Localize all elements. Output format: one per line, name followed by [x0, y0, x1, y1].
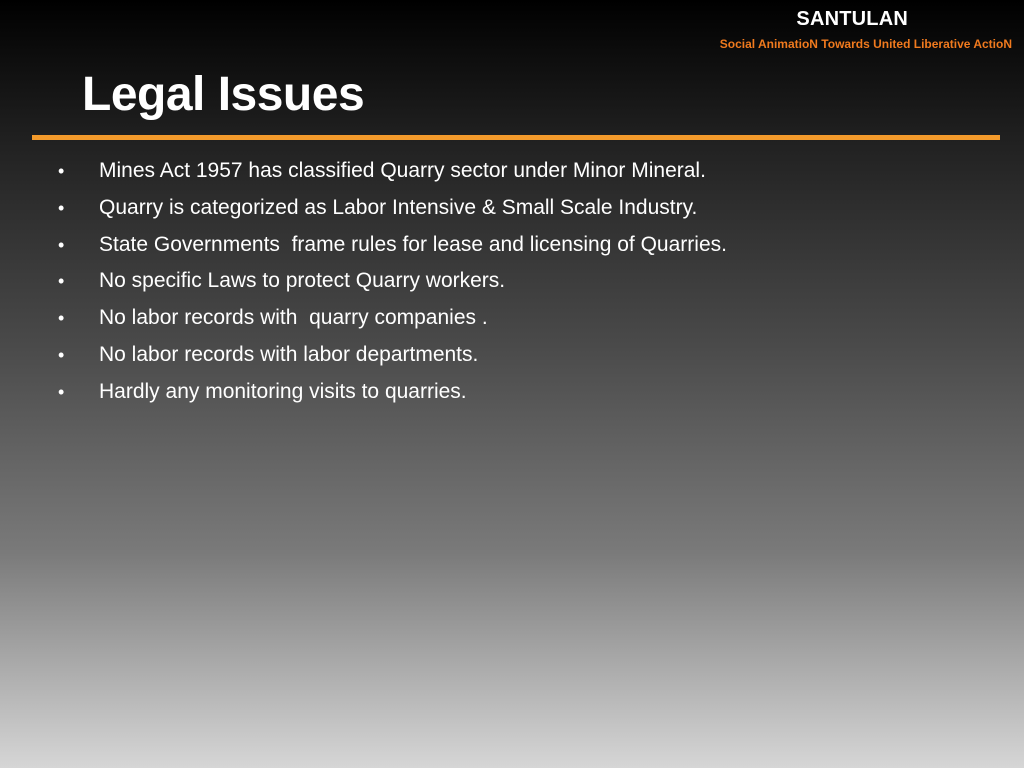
bullet-item — [58, 228, 998, 265]
bullet-item — [58, 264, 998, 301]
bullet-icon: • — [58, 308, 65, 329]
bullet-text: Mines Act 1957 has classified Quarry sector under Minor Mineral. — [99, 159, 706, 182]
bullet-item — [58, 154, 998, 191]
bullet-text: No labor records with labor departments. — [99, 342, 479, 366]
bullet-icon: • — [58, 197, 65, 218]
slide-title: Legal Issues — [82, 68, 365, 121]
bullet-text: No labor records with quarry companies . — [99, 306, 488, 330]
bullet-text: State Governments frame rules for lease and licensing of Quarries. — [99, 232, 727, 256]
bullet-icon: • — [58, 344, 65, 365]
bullet-icon: • — [58, 161, 65, 181]
bullet-text: Hardly any monitoring visits to quarries. — [99, 379, 467, 403]
bullet-icon: • — [58, 381, 65, 402]
organization-tagline: Social AnimatioN Towards United Liberative ActioN — [719, 37, 1012, 51]
title-divider — [32, 135, 1000, 140]
bullet-item — [58, 301, 998, 338]
bullet-icon: • — [58, 271, 65, 292]
organization-name: SANTULAN — [796, 8, 908, 30]
bullet-list — [58, 154, 998, 412]
bullet-item — [58, 338, 998, 375]
bullet-item — [58, 191, 998, 228]
bullet-icon: • — [58, 234, 65, 255]
bullet-text: No specific Laws to protect Quarry workers. — [99, 269, 506, 293]
bullet-item — [58, 375, 998, 412]
bullet-text: Quarry is categorized as Labor Intensive & Small Scale Industry. — [99, 195, 698, 219]
